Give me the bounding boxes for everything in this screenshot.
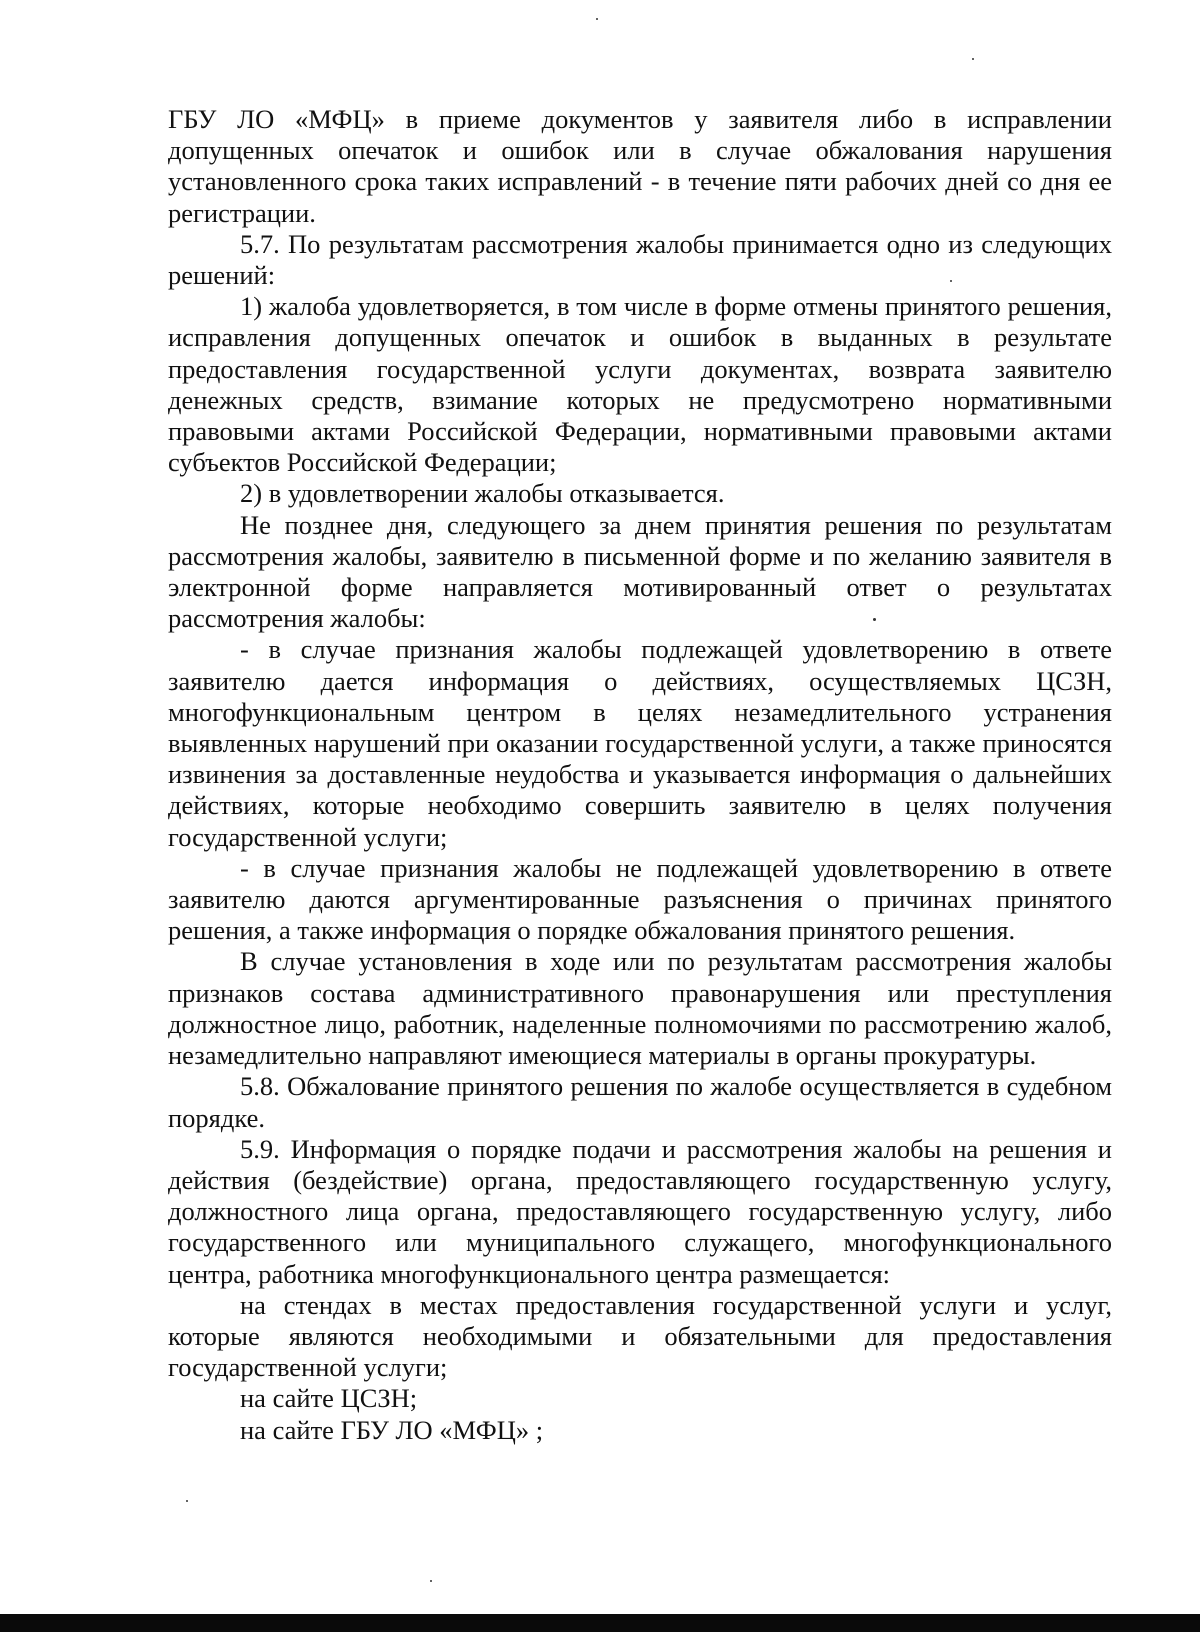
paragraph-answer-deadline: Не позднее дня, следующего за днем принятия решения по результатам рассмотрения жалобы, заявителю в письменной форме и по желанию заявителя в электронной форме направляется мотивированный ответ о результатах рассмотрения жалобы: bbox=[168, 509, 1112, 634]
scan-speck bbox=[430, 1580, 432, 1582]
paragraph-complaint-satisfied: - в случае признания жалобы подлежащей удовлетворению в ответе заявителю дается информация о действиях, осуществляемых ЦСЗН, многофункциональным центром в целях незамедлительного устранения выявленных нарушений при оказании государственной услуги, а также приносятся извинения за доставленные неудобства и указывается информация о дальнейших действиях, которые необходимо совершить заявителю в целях получения государственной услуги; bbox=[168, 634, 1112, 852]
paragraph-5-8: 5.8. Обжалование принятого решения по жалобе осуществляется в судебном порядке. bbox=[168, 1071, 1112, 1133]
scan-speck bbox=[972, 58, 974, 60]
paragraph-5-7: 5.7. По результатам рассмотрения жалобы принимается одно из следующих решений: bbox=[168, 228, 1112, 291]
paragraph-5-7-item-1: 1) жалоба удовлетворяется, в том числе в форме отмены принятого решения, исправления допущенных опечаток и ошибок в выданных в результате предоставления государственной услуги документах, возврата заявителю денежных средств, взимание которых не предусмотрено нормативными правовыми актами Российской Федерации, нормативными правовыми актами субъектов Российской Федерации; bbox=[168, 291, 1112, 478]
scan-bottom-edge bbox=[0, 1614, 1200, 1632]
scan-speck bbox=[186, 1500, 188, 1502]
paragraph-intro: ГБУ ЛО «МФЦ» в приеме документов у заявителя либо в исправлении допущенных опечаток и ошибок или в случае обжалования нарушения установленного срока таких исправлений - в течение пяти рабочих дней со дня ее регистрации. bbox=[168, 104, 1112, 228]
paragraph-site-mfc: на сайте ГБУ ЛО «МФЦ» ; bbox=[240, 1414, 544, 1445]
paragraph-5-9: 5.9. Информация о порядке подачи и рассмотрения жалобы на решения и действия (бездействие) органа, предоставляющего государственную услугу, должностного лица органа, предоставляющего государственную услугу, либо государственного или муниципального служащего, многофункционального центра, работника многофункционального центра размещается: bbox=[168, 1133, 1112, 1289]
document-body bbox=[168, 104, 1112, 1446]
scan-speck bbox=[950, 280, 952, 282]
scan-speck bbox=[873, 618, 876, 621]
paragraph-prosecution-referral: В случае установления в ходе или по результатам рассмотрения жалобы признаков состава административного правонарушения или преступления должностное лицо, работник, наделенные полномочиями по рассмотрению жалоб, незамедлительно направляют имеющиеся материалы в органы прокуратуры. bbox=[168, 946, 1112, 1071]
paragraph-info-stands: на стендах в местах предоставления государственной услуги и услуг, которые являются необходимыми и обязательными для предоставления государственной услуги; bbox=[168, 1289, 1112, 1383]
scan-speck bbox=[596, 18, 598, 20]
paragraph-5-7-item-2: 2) в удовлетворении жалобы отказывается. bbox=[240, 478, 725, 509]
paragraph-complaint-rejected: - в случае признания жалобы не подлежащей удовлетворению в ответе заявителю даются аргументированные разъяснения о причинах принятого решения, а также информация о порядке обжалования принятого решения. bbox=[168, 852, 1112, 946]
paragraph-site-cszn: на сайте ЦСЗН; bbox=[240, 1383, 418, 1414]
